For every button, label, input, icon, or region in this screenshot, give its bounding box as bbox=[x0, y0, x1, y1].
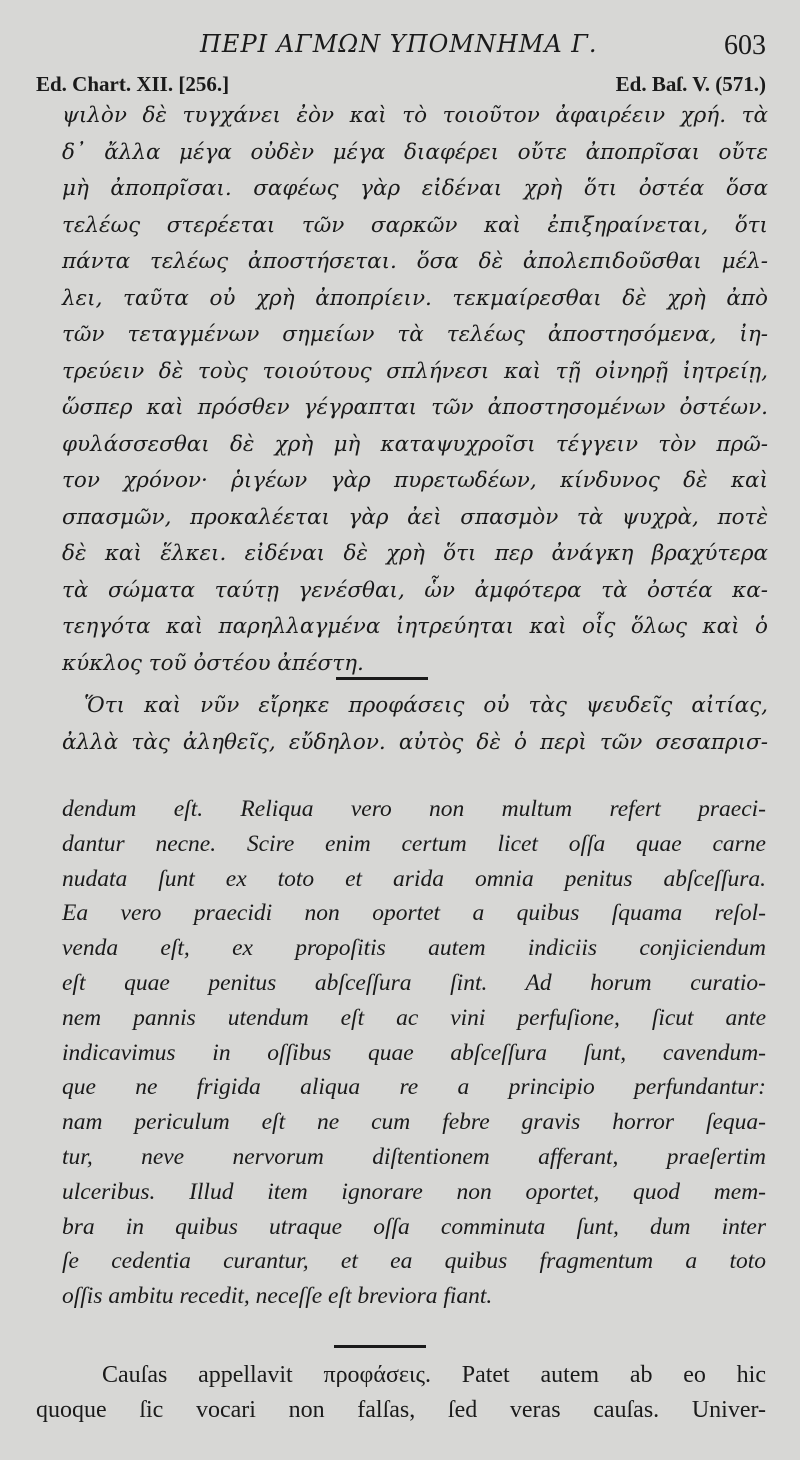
text-line: τεηγότα καὶ παρηλλαγμένα ἰητρεύηται καὶ οἷς ὅλως καὶ ὁ bbox=[62, 614, 768, 639]
text-line: que ne frigida aliqua re a principio perfundantur: bbox=[62, 1074, 766, 1101]
page-number: 603 bbox=[724, 30, 766, 61]
text-line: τρεύειν δὲ τοὺς τοιούτους σπλήνεσι καὶ τῇ οἰνηρῇ ἰητρείῃ, bbox=[62, 358, 768, 384]
text-line: dendum eſt. Reliqua vero non multum refert praeci- bbox=[62, 796, 766, 822]
text-line: τον χρόνον· ῥιγέων γὰρ πυρετωδέων, κίνδυνος δὲ καὶ bbox=[62, 468, 768, 493]
text-line: ſe cedentia curantur, et ea quibus fragmentum a toto bbox=[62, 1248, 766, 1275]
running-title: ΠΕΡΙ ΑΓΜΩΝ ΥΠΟΜΝΗΜΑ Γ. bbox=[200, 30, 598, 58]
edition-reference-basel: Ed. Baſ. V. (571.) bbox=[615, 72, 766, 96]
text-line: nem pannis utendum eſt ac vini perfuſione, ſicut ante bbox=[62, 1004, 766, 1031]
greek-commentary-block bbox=[62, 688, 768, 761]
text-line: μὴ ἀποπρῖσαι. σαφέως γὰρ εἰδέναι χρὴ ὅτι ὀστέα ὅσα bbox=[62, 176, 768, 201]
text-line: Ὅτι καὶ νῦν εἴρηκε προφάσεις οὐ τὰς ψευδεῖς αἰτίας, bbox=[84, 693, 768, 718]
text-line: quoque ſic vocari non falſas, ſed veras cauſas. Univer- bbox=[36, 1397, 766, 1423]
text-line: τῶν τεταγμένων σημείων τὰ τελέως ἀποστησόμενα, ἰη- bbox=[62, 322, 768, 347]
text-line: bra in quibus utraque oſſa comminuta ſunt, dum inter bbox=[62, 1213, 766, 1240]
latin-commentary-block bbox=[36, 1358, 766, 1428]
text-line: dantur necne. Scire enim certum licet oſſa quae carne bbox=[62, 830, 766, 857]
text-line: λει, ταῦτα οὐ χρὴ ἀποπρίειν. τεκμαίρεσθαι δὲ χρὴ ἀπὸ bbox=[62, 285, 768, 311]
text-line: ulceribus. Illud item ignorare non oportet, quod mem- bbox=[62, 1178, 766, 1205]
edition-reference-chartier: Ed. Chart. XII. [256.] bbox=[36, 72, 230, 96]
text-line: τὰ σώματα ταύτῃ γενέσθαι, ὧν ἀμφότερα τὰ ὀστέα κα- bbox=[62, 577, 768, 603]
greek-text-block bbox=[62, 98, 768, 682]
text-line: δ᾽ ἄλλα μέγα οὐδὲν μέγα διαφέρει οὔτε ἀποπρῖσαι οὔτε bbox=[62, 139, 768, 165]
section-divider bbox=[334, 1345, 426, 1348]
text-line: ὥσπερ καὶ πρόσθεν γέγραπται τῶν ἀποστησομένων ὀστέων. bbox=[62, 395, 768, 420]
text-line: indicavimus in oſſibus quae abſceſſura ſunt, cavendum- bbox=[62, 1039, 766, 1066]
text-line: πάντα τελέως ἀποστήσεται. ὅσα δὲ ἀπολεπιδοῦσθαι μέλ- bbox=[62, 249, 768, 274]
text-line: nam periculum eſt ne cum febre gravis horror ſequa- bbox=[62, 1109, 766, 1136]
text-line: tur, neve nervorum diſtentionem afferant, praeſertim bbox=[62, 1143, 766, 1170]
text-line: eſt quae penitus abſceſſura ſint. Ad horum curatio- bbox=[62, 969, 766, 996]
text-line: σπασμῶν, προκαλέεται γὰρ ἀεὶ σπασμὸν τὰ ψυχρὰ, ποτὲ bbox=[62, 504, 768, 530]
text-line: Cauſas appellavit προφάσεις. Patet autem ab eo hic bbox=[102, 1362, 766, 1388]
text-line: Ea vero praecidi non oportet a quibus ſquama reſol- bbox=[62, 900, 766, 927]
text-line: κύκλος τοῦ ὀστέου ἀπέστη. bbox=[62, 650, 364, 676]
latin-translation-block bbox=[62, 792, 766, 1314]
text-line: τελέως στερέεται τῶν σαρκῶν καὶ ἐπιξηραίνεται, ὅτι bbox=[62, 212, 768, 238]
text-line: venda eſt, ex propoſitis autem indiciis conjiciendum bbox=[62, 935, 766, 962]
section-divider bbox=[336, 677, 428, 680]
text-line: ψιλὸν δὲ τυγχάνει ἐὸν καὶ τὸ τοιοῦτον ἀφαιρέειν χρή. τὰ bbox=[62, 103, 768, 128]
text-line: ἀλλὰ τὰς ἀληθεῖς, εὔδηλον. αὐτὸς δὲ ὁ περὶ τῶν σεσαπρισ- bbox=[62, 729, 768, 755]
text-line: nudata ſunt ex toto et arida omnia penitus abſceſſura. bbox=[62, 865, 766, 892]
text-line: oſſis ambitu recedit, neceſſe eſt breviora fiant. bbox=[62, 1283, 493, 1310]
text-line: φυλάσσεσθαι δὲ χρὴ μὴ καταψυχροῖσι τέγγειν τὸν πρῶ- bbox=[62, 431, 768, 457]
edition-reference-row bbox=[36, 72, 766, 97]
text-line: δὲ καὶ ἕλκει. εἰδέναι δὲ χρὴ ὅτι περ ἀνάγκη βραχύτερα bbox=[62, 541, 768, 566]
